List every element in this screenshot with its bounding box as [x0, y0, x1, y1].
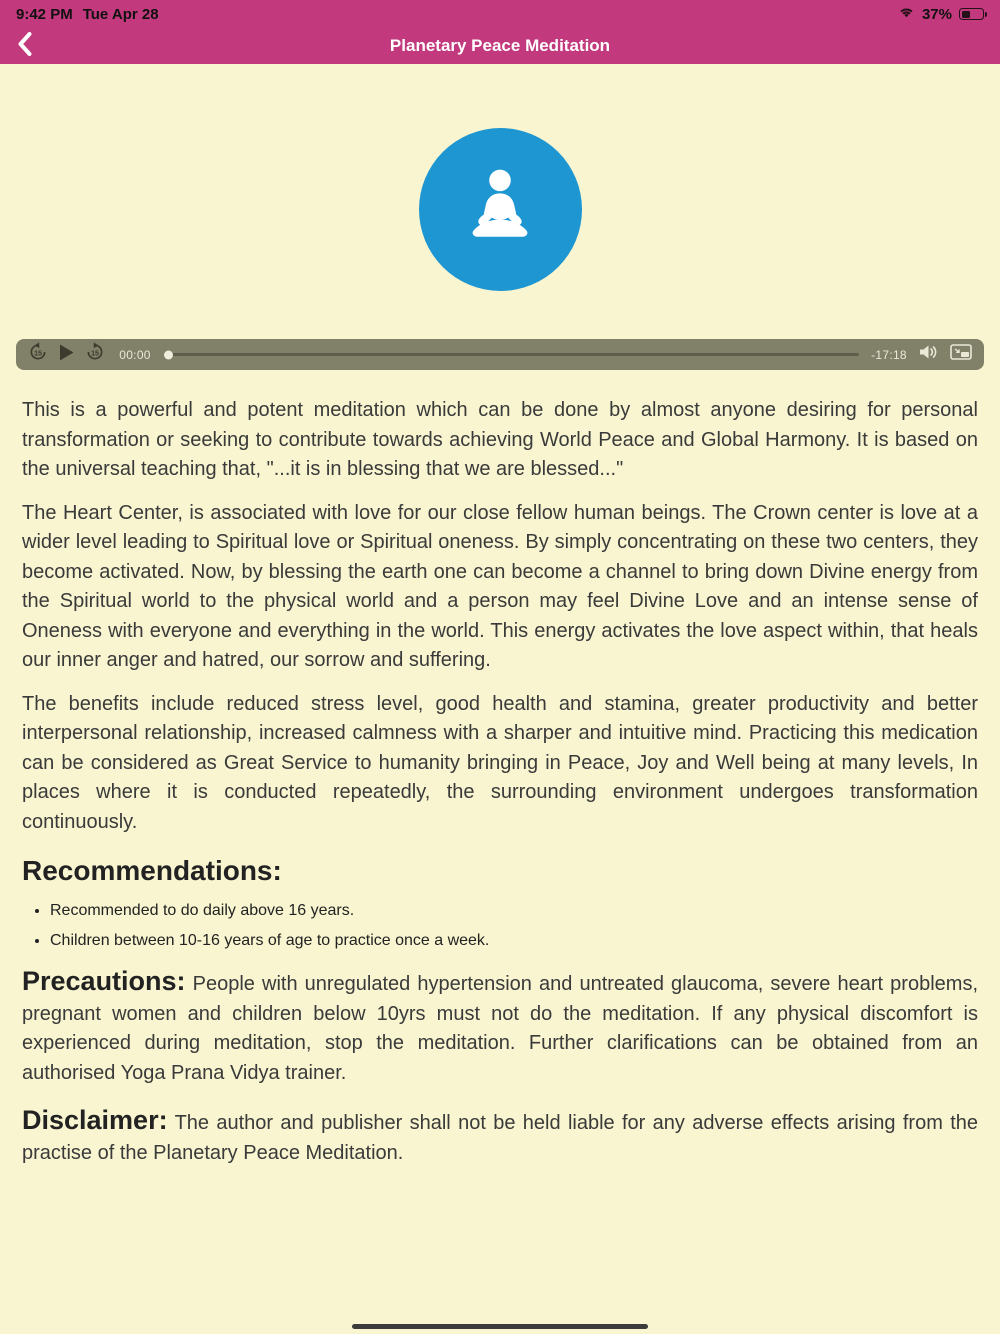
progress-slider[interactable]	[165, 353, 859, 356]
list-item: • Recommended to do daily above 16 years.	[50, 901, 978, 921]
artwork-section	[0, 128, 1000, 291]
elapsed-time: 00:00	[119, 347, 151, 362]
volume-button[interactable]	[919, 344, 939, 365]
heart-center-paragraph: The Heart Center, is associated with love for our close fellow human beings. The Crown center is love at a wider level leading to Spiritual love or Spiritual oneness. By simply concentrating on these two centers, they become activated. Now, by blessing the earth one can become a channel to bring down Divine energy from the Spiritual world to the physical world and a person may feel Divine Love and an intense sense of Oneness with everyone and everything in the world. This energy activates the love aspect within, that heals our inner anger and hatred, our sorrow and suffering.	[22, 501, 978, 671]
skip-forward-15-button[interactable]	[85, 342, 105, 367]
play-button[interactable]	[59, 344, 74, 366]
skip-back-15-button[interactable]	[28, 342, 48, 367]
disclaimer-text: The author and publisher shall not be held liable for any adverse effects arising from the practise of the Planetary Peace Meditation.	[22, 1112, 978, 1164]
status-left	[16, 6, 159, 23]
svg-text:15: 15	[34, 349, 42, 358]
svg-text:15: 15	[91, 349, 99, 358]
precautions-paragraph	[22, 967, 978, 1088]
status-time: 9:42 PM	[16, 5, 73, 23]
battery-percent: 37%	[921, 5, 952, 23]
skip-back-15-icon	[28, 342, 48, 367]
meditation-lotus-icon	[454, 161, 546, 258]
intro-paragraph: This is a powerful and potent meditation which can be done by almost anyone desiring for personal transformation or seeking to contribute towards achieving World Peace and Global Harmony. It is based on the universal teaching that, "...it is in blessing that we are blessed..."	[22, 399, 978, 480]
picture-in-picture-icon	[950, 344, 972, 365]
recommendations-heading: Recommendations:	[22, 855, 282, 886]
home-indicator[interactable]	[352, 1324, 648, 1330]
benefits-paragraph: The benefits include reduced stress level, good health and stamina, greater productivity and better interpersonal relationship, increased calmness with a sharper and intuitive mind. Practicing this medication can be considered as Great Service to humanity bringing in Peace, Joy and Well being at many levels, In places where it is conducted repeatedly, the surrounding environment undergoes transformation continuously.	[22, 692, 978, 833]
status-bar	[0, 0, 1000, 28]
precautions-text: People with unregulated hypertension and untreated glaucoma, severe heart problems, pregnant women and children below 10yrs must not do the meditation. If any physical discomfort is experienced during meditation, stop the meditation. Further clarifications can be obtained from an authorised Yoga Prana Vidya trainer.	[22, 973, 978, 1084]
pip-button[interactable]	[950, 344, 972, 365]
play-icon	[59, 344, 74, 366]
volume-icon	[919, 344, 939, 365]
back-chevron-icon	[17, 32, 32, 61]
skip-forward-15-icon	[85, 342, 105, 367]
audio-player	[16, 339, 984, 370]
artwork-circle	[419, 128, 582, 291]
list-item: • Children between 10-16 years of age to practice once a week.	[50, 931, 978, 951]
recommendations-list	[50, 901, 978, 951]
disclaimer-label: Disclaimer:	[22, 1105, 168, 1135]
disclaimer-paragraph	[22, 1106, 978, 1168]
nav-bar	[0, 28, 1000, 64]
remaining-time: -17:18	[871, 347, 907, 362]
status-right	[898, 6, 984, 23]
page-title: Planetary Peace Meditation	[389, 36, 611, 55]
back-button[interactable]	[8, 30, 40, 62]
battery-icon	[959, 8, 984, 20]
wifi-icon	[898, 6, 915, 23]
header	[0, 0, 1000, 64]
status-date: Tue Apr 28	[82, 5, 159, 23]
slider-knob[interactable]	[164, 350, 173, 359]
article	[0, 370, 1000, 1168]
precautions-label: Precautions:	[22, 966, 186, 996]
